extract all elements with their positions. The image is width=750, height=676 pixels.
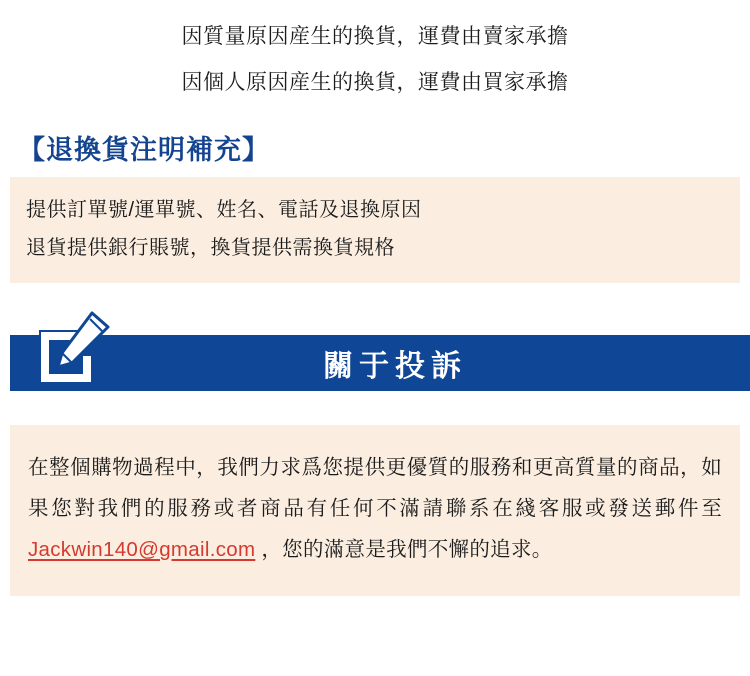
complaint-text xyxy=(28,447,722,570)
return-policy-lines xyxy=(0,0,750,106)
policy-line-2: 因個人原因産生的換貨，運費由買家承擔 xyxy=(181,71,569,94)
policy-line-1: 因質量原因産生的換貨，運費由賣家承擔 xyxy=(181,25,569,48)
complaint-text-before: 在整個購物過程中，我們力求爲您提供更優質的服務和更高質量的商品，如果您對我們的服務或者商品有任何不滿請聯系在綫客服或發送郵件至 xyxy=(28,456,722,520)
complaint-text-after: ，您的滿意是我們不懈的追求。 xyxy=(255,538,553,561)
note-line-1: 提供訂單號/運單號、姓名、電話及退換原因 xyxy=(26,199,422,221)
complaint-banner xyxy=(0,335,750,395)
pencil-edit-icon xyxy=(34,311,112,389)
note-section-heading: 【退換貨注明補充】 xyxy=(18,135,270,165)
note-line-2: 退貨提供銀行賬號，換貨提供需換貨規格 xyxy=(26,237,395,259)
complaint-block xyxy=(10,425,740,596)
support-email-link[interactable]: Jackwin140@gmail.com xyxy=(28,538,256,561)
banner-bar xyxy=(10,335,750,391)
banner-title: 關于投訴 xyxy=(323,350,467,383)
note-block xyxy=(10,177,740,283)
